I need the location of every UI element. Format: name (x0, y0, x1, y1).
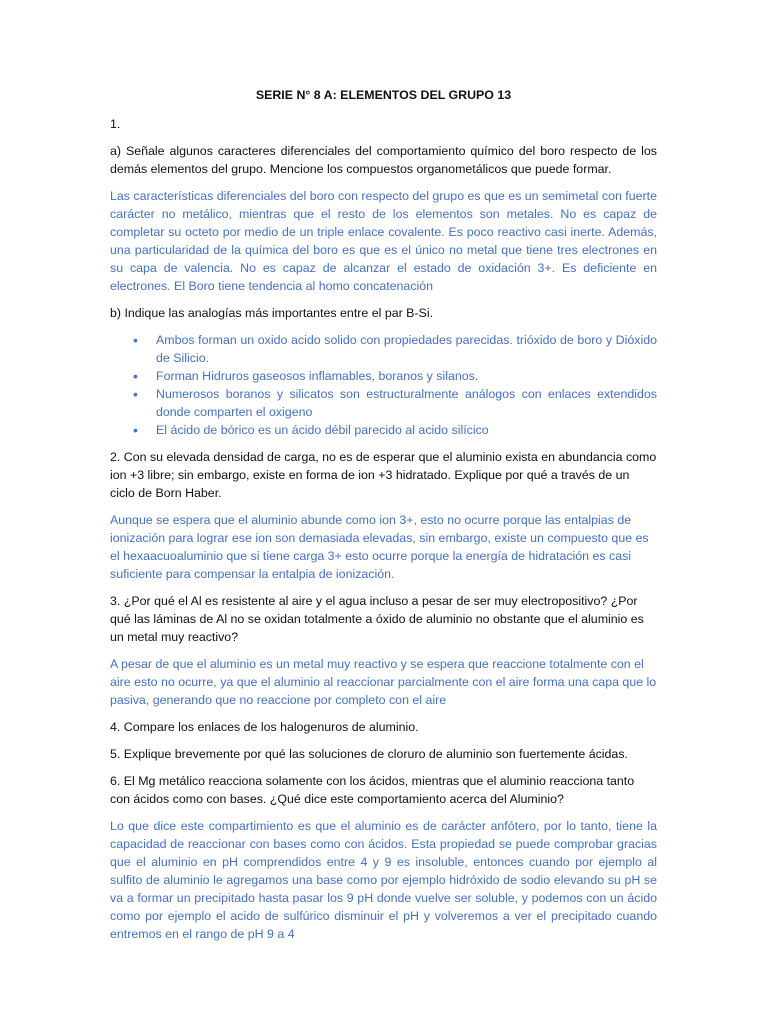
q1b-answer-list (110, 331, 657, 439)
q1-number: 1. (110, 117, 121, 131)
q5-question: 5. Explique brevemente por qué las soluciones de cloruro de aluminio son fuertemente ácidas. (110, 747, 628, 761)
document-body (110, 86, 657, 952)
q3-question: 3. ¿Por qué el Al es resistente al aire y el agua incluso a pesar de ser muy electropositivo? ¿Por qué las láminas de Al no se oxidan totalmente a óxido de aluminio no obstante que el aluminio es un metal muy reactivo? (110, 594, 644, 644)
q1b-question: b) Indique las analogías más importantes entre el par B-Si. (110, 306, 434, 320)
list-item: • Numerosos boranos y silicatos son estructuralmente análogos con enlaces extendidos donde comparten el oxigeno (156, 385, 657, 421)
q1a-question: a) Señale algunos caracteres diferenciales del comportamiento químico del boro respecto de los demás elementos del grupo. Mencione los compuestos organometálicos que puede formar. (110, 144, 657, 176)
q6-question: 6. El Mg metálico reacciona solamente con los ácidos, mientras que el aluminio reacciona tanto con ácidos como con bases. ¿Qué dice este comportamiento acerca del Aluminio? (110, 774, 635, 806)
list-item: • Forman Hidruros gaseosos inflamables, boranos y silanos. (156, 367, 657, 385)
q2-question: 2. Con su elevada densidad de carga, no es de esperar que el aluminio exista en abundancia como ion +3 libre; sin embargo, existe en forma de ion +3 hidratado. Explique por qué a través de un ciclo de Born Haber. (110, 450, 657, 500)
q6-answer: Lo que dice este compartimiento es que el aluminio es de carácter anfótero, por lo tanto, tiene la capacidad de reaccionar con bases como con ácidos. Esta propiedad se puede comprobar gracias que el aluminio en pH comprendidos entre 4 y 9 es insoluble, entonces cuando por ejemplo al sulfito de aluminio le agregamos una base como por ejemplo hidróxido de sodio elevando su pH se va a formar un precipitado hasta pasar los 9 pH donde vuelve ser soluble, y podemos con un ácido como por ejemplo el acido de sulfúrico disminuir el pH y volveremos a ver el precipitado cuando entremos en el rango de pH 9 a 4 (110, 819, 657, 941)
q4-question: 4. Compare los enlaces de los halogenuros de aluminio. (110, 720, 419, 734)
q1a-answer: Las características diferenciales del boro con respecto del grupo es que es un semimetal con fuerte carácter no metálico, mientras que el resto de los elementos son metales. No es capaz de completar su octeto por medio de un triple enlace covalente. Es poco reactivo casi inerte. Además, una particularidad de la química del boro es que es el único no metal que tiene tres electrones en su capa de valencia. No es capaz de alcanzar el estado de oxidación 3+. Es deficiente en electrones. El Boro tiene tendencia al homo concatenación (110, 189, 657, 293)
q3-answer: A pesar de que el aluminio es un metal muy reactivo y se espera que reaccione totalmente con el aire esto no ocurre, ya que el aluminio al reaccionar parcialmente con el aire forma una capa que lo pasiva, generando que no reaccione por completo con el aire (110, 657, 657, 707)
list-item: • El ácido de bórico es un ácido débil parecido al acido silícico (156, 421, 657, 439)
list-item: • Ambos forman un oxido acido solido con propiedades parecidas. trióxido de boro y Dióxido de Silicio. (156, 331, 657, 367)
q2-answer: Aunque se espera que el aluminio abunde como ion 3+, esto no ocurre porque las entalpias de ionización para lograr ese ion son demasiada elevadas, sin embargo, existe un compuesto que es el hexaacuoaluminio que si tiene carga 3+ esto ocurre porque la energía de hidratación es casi suficiente para compensar la entalpia de ionización. (110, 513, 649, 581)
document-title: SERIE N° 8 A: ELEMENTOS DEL GRUPO 13 (255, 88, 512, 102)
